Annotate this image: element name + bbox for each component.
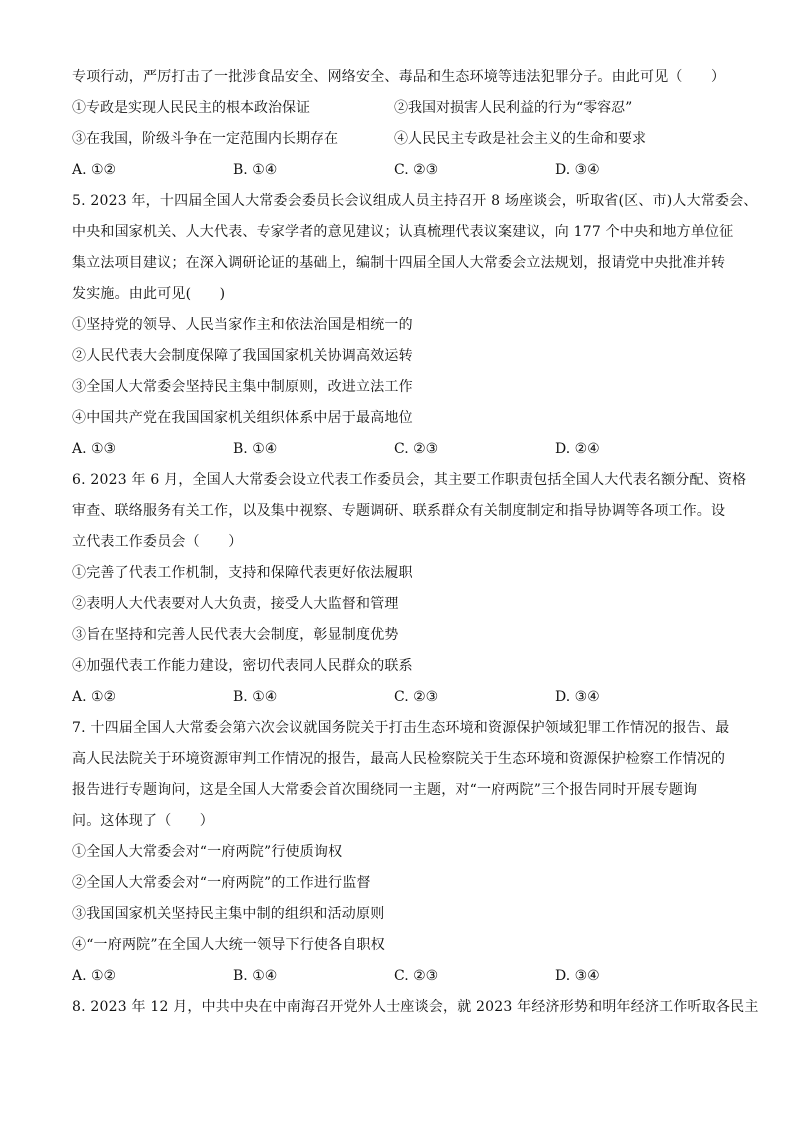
question-stem-line: 7. 十四届全国人大常委会第六次会议就国务院关于打击生态环境和资源保护领域犯罪工作情况的报告、最 xyxy=(72,720,730,736)
answer-d: D. ②④ xyxy=(555,441,600,457)
question-stem-line: 高人民法院关于环境资源审判工作情况的报告，最高人民检察院关于生态环境和资源保护检察工作情况的 xyxy=(72,751,726,767)
question-6 xyxy=(72,465,747,713)
option-pair xyxy=(72,124,732,155)
answer-d: D. ③④ xyxy=(555,162,600,178)
answer-choices xyxy=(72,961,732,992)
answer-d: D. ③④ xyxy=(555,968,600,984)
answer-c: C. ②③ xyxy=(394,441,439,457)
option-4: ④人民民主专政是社会主义的生命和要求 xyxy=(394,131,646,147)
option-4: ④中国共产党在我国国家机关组织体系中居于最高地位 xyxy=(72,410,413,426)
answer-a: A. ①② xyxy=(72,689,117,705)
question-stem-line: 集立法项目建议；在深入调研论证的基础上，编制十四届全国人大常委会立法规划，报请党中央批准并转 xyxy=(72,255,726,271)
option-1: ①全国人大常委会对“一府两院”行使质询权 xyxy=(72,844,343,860)
answer-b: B. ①④ xyxy=(233,968,278,984)
option-3: ③旨在坚持和完善人民代表大会制度，彰显制度优势 xyxy=(72,627,399,643)
option-3: ③全国人大常委会坚持民主集中制原则，改进立法工作 xyxy=(72,379,413,395)
answer-choices xyxy=(72,682,732,713)
question-stem-line: 审查、联络服务有关工作，以及集中视察、专题调研、联系群众有关制度制定和指导协调等各项工作。设 xyxy=(72,503,726,519)
option-3: ③在我国，阶级斗争在一定范围内长期存在 xyxy=(72,131,338,147)
option-1: ①坚持党的领导、人民当家作主和依法治国是相统一的 xyxy=(72,317,413,333)
option-2: ②全国人大常委会对“一府两院”的工作进行监督 xyxy=(72,875,371,891)
question-stem-line: 5. 2023 年，十四届全国人大常委会委员长会议组成人员主持召开 8 场座谈会，听取省(区、市)人大常委会、 xyxy=(72,193,758,209)
answer-d: D. ③④ xyxy=(555,689,600,705)
option-2: ②人民代表大会制度保障了我国国家机关协调高效运转 xyxy=(72,348,413,364)
question-stem-line: 中央和国家机关、人大代表、专家学者的意见建议；认真梳理代表议案建议，向 177 个中央和地方单位征 xyxy=(72,224,734,240)
option-1: ①专政是实现人民民主的根本政治保证 xyxy=(72,100,310,116)
answer-a: A. ①③ xyxy=(72,441,117,457)
question-stem-line: 专项行动，严厉打击了一批涉食品安全、网络安全、毒品和生态环境等违法犯罪分子。由此可见（ ） xyxy=(72,69,726,85)
option-1: ①完善了代表工作机制，支持和保障代表更好依法履职 xyxy=(72,565,413,581)
question-stem-line: 立代表工作委员会（ ） xyxy=(72,534,243,550)
option-2: ②表明人大代表要对人大负责，接受人大监督和管理 xyxy=(72,596,399,612)
question-stem-line: 6. 2023 年 6 月，全国人大常委会设立代表工作委员会，其主要工作职责包括全国人大代表名额分配、资格 xyxy=(72,472,747,488)
answer-c: C. ②③ xyxy=(394,968,439,984)
question-stem-line: 发实施。由此可见( ) xyxy=(72,286,226,302)
option-4: ④“一府两院”在全国人大统一领导下行使各自职权 xyxy=(72,937,385,953)
exam-page xyxy=(72,62,759,1023)
answer-b: B. ①④ xyxy=(233,162,278,178)
answer-b: B. ①④ xyxy=(233,689,278,705)
option-4: ④加强代表工作能力建设，密切代表同人民群众的联系 xyxy=(72,658,413,674)
option-3: ③我国国家机关坚持民主集中制的组织和活动原则 xyxy=(72,906,385,922)
answer-c: C. ②③ xyxy=(394,689,439,705)
question-5 xyxy=(72,186,758,465)
answer-choices xyxy=(72,434,732,465)
question-stem-line: 报告进行专题询问，这是全国人大常委会首次围绕同一主题，对“一府两院”三个报告同时开展专题询 xyxy=(72,782,698,798)
answer-b: B. ①④ xyxy=(233,441,278,457)
question-stem-line: 问。这体现了（ ） xyxy=(72,813,214,829)
answer-choices xyxy=(72,155,732,186)
question-stem-line: 8. 2023 年 12 月，中共中央在中南海召开党外人士座谈会，就 2023 年经济形势和明年经济工作听取各民主 xyxy=(72,999,759,1015)
answer-c: C. ②③ xyxy=(394,162,439,178)
option-2: ②我国对损害人民利益的行为“零容忍” xyxy=(394,100,633,116)
answer-a: A. ①② xyxy=(72,162,117,178)
answer-a: A. ①② xyxy=(72,968,117,984)
question-7 xyxy=(72,713,732,992)
question-4 xyxy=(72,62,732,186)
option-pair xyxy=(72,93,732,124)
question-8 xyxy=(72,992,759,1023)
